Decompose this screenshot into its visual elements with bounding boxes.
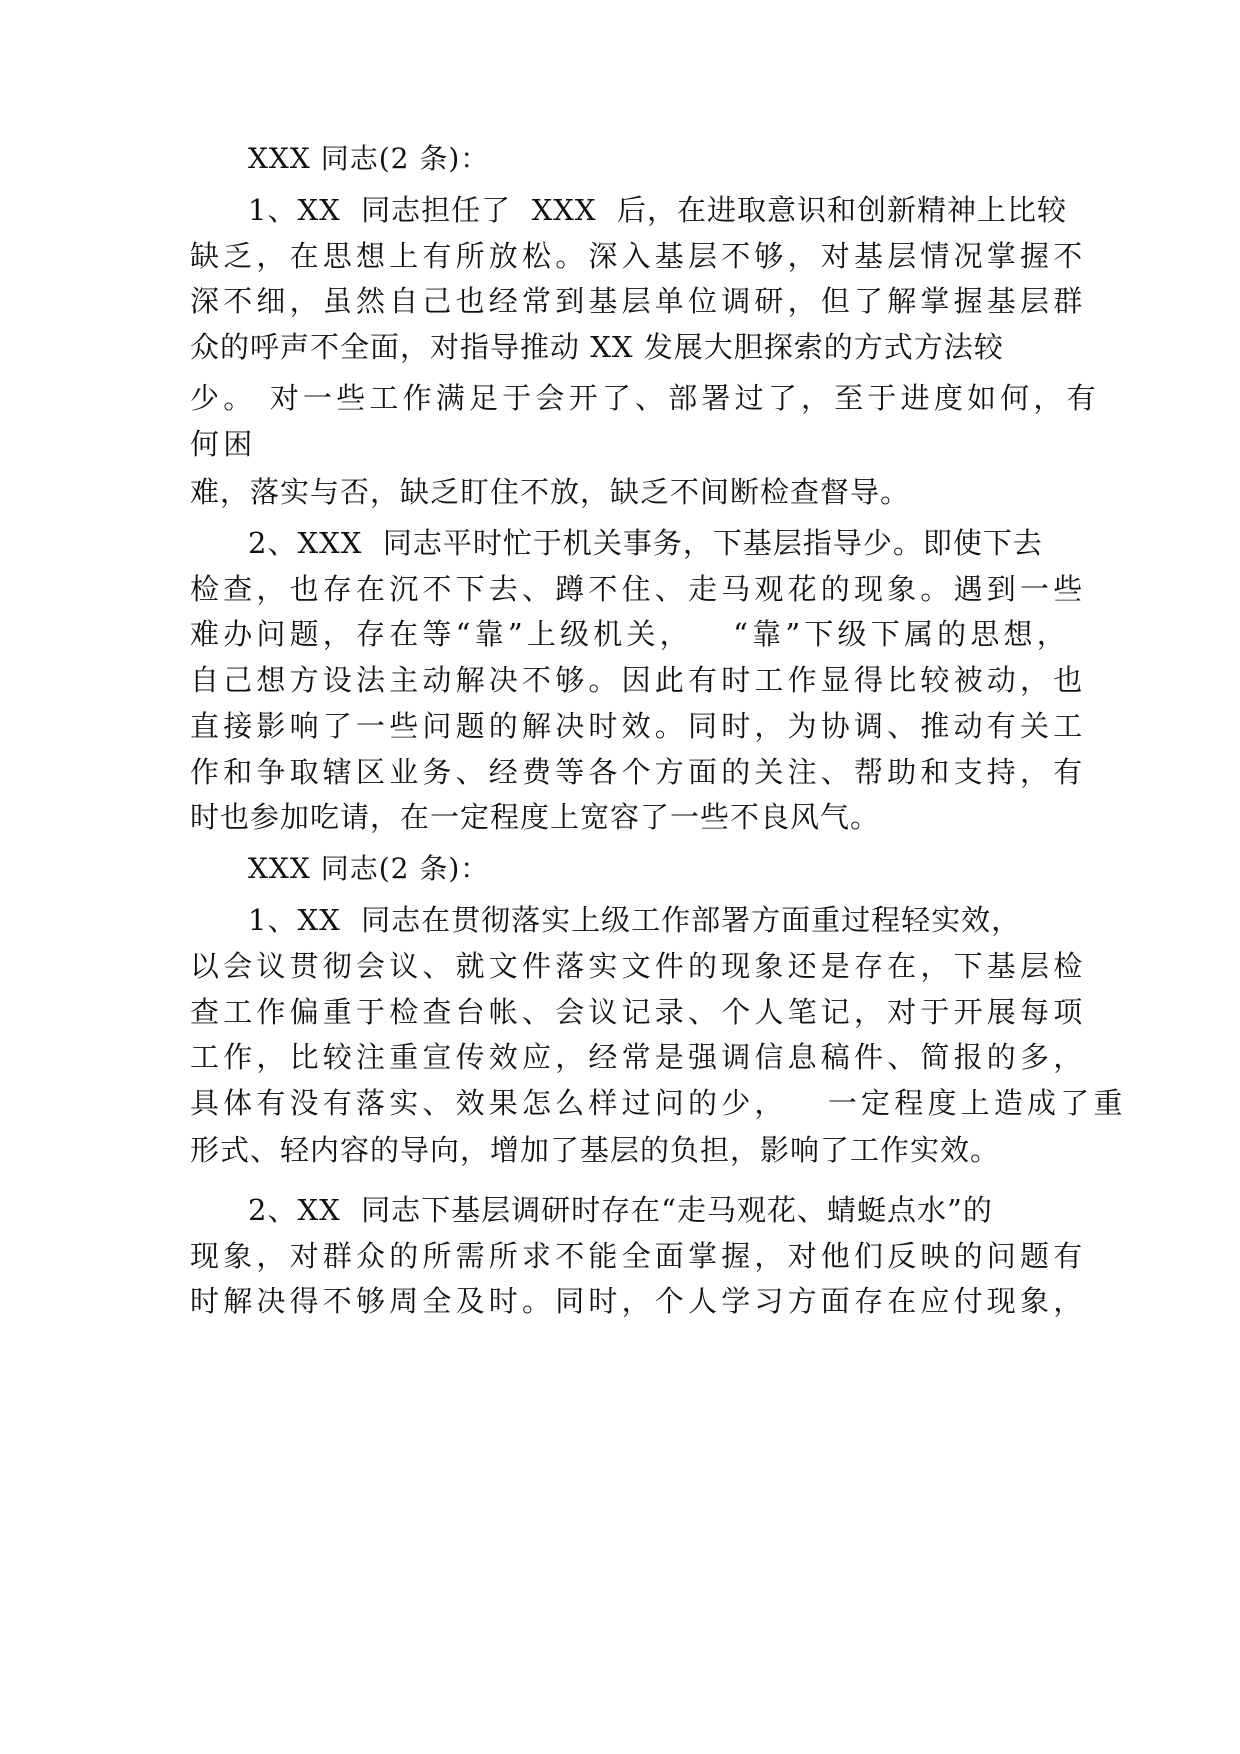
paragraph-line: 具体有没有落实、效果怎么样过问的少， 一定程度上造成了重 [190,1086,1127,1120]
paragraph-line: 查工作偏重于检查台帐、会议记录、个人笔记，对于开展每项 [190,995,1087,1029]
paragraph-line: 1、XX 同志担任了 XXX 后，在进取意识和创新精神上比较 [248,193,1067,227]
paragraph-line: 难，落实与否，缺乏盯住不放，缺乏不间断检查督导。 [190,475,911,509]
paragraph-line: 众的呼声不全面，对指导推动 XX 发展大胆探索的方式方法较 [190,330,1004,364]
paragraph-line: 时解决得不够周全及时。同时，个人学习方面存在应付现象， [190,1284,1087,1318]
paragraph-line: 2、XX 同志下基层调研时存在“走马观花、蜻蜓点水”的 [248,1193,993,1227]
paragraph-line: 深不细，虽然自己也经常到基层单位调研，但了解掌握基层群 [190,284,1087,318]
paragraph-line: 以会议贯彻会议、就文件落实文件的现象还是存在，下基层检 [190,949,1087,983]
paragraph-line: 现象，对群众的所需所求不能全面掌握，对他们反映的问题有 [190,1239,1087,1273]
paragraph-line: 少。 对一些工作满足于会开了、部署过了，至于进度如何，有 [190,381,1100,415]
paragraph-line: 工作，比较注重宣传效应，经常是强调信息稿件、简报的多， [190,1040,1087,1074]
paragraph-line: 自己想方设法主动解决不够。因此有时工作显得比较被动，也 [190,663,1087,697]
paragraph-line: 缺乏，在思想上有所放松。深入基层不够，对基层情况掌握不 [190,239,1087,273]
section-heading: XXX 同志(2 条)： [248,852,490,885]
section-heading: XXX 同志(2 条)： [248,142,490,175]
paragraph-line: 形式、轻内容的导向，增加了基层的负担，影响了工作实效。 [190,1133,1001,1167]
paragraph-line: 时也参加吃请，在一定程度上宽容了一些不良风气。 [190,800,881,834]
paragraph-line: 难办问题，存在等“靠”上级机关， “靠”下级下属的思想， [190,617,1070,651]
paragraph-line: 直接影响了一些问题的解决时效。同时，为协调、推动有关工 [190,709,1087,743]
paragraph-line: 2、XXX 同志平时忙于机关事务，下基层指导少。即使下去 [248,526,1043,560]
paragraph-line: 何困 [190,427,257,461]
paragraph-line: 1、XX 同志在贯彻落实上级工作部署方面重过程轻实效， [248,903,1022,937]
paragraph-line: 作和争取辖区业务、经费等各个方面的关注、帮助和支持，有 [190,755,1087,789]
paragraph-line: 检查，也存在沉不下去、蹲不住、走马观花的现象。遇到一些 [190,572,1087,606]
